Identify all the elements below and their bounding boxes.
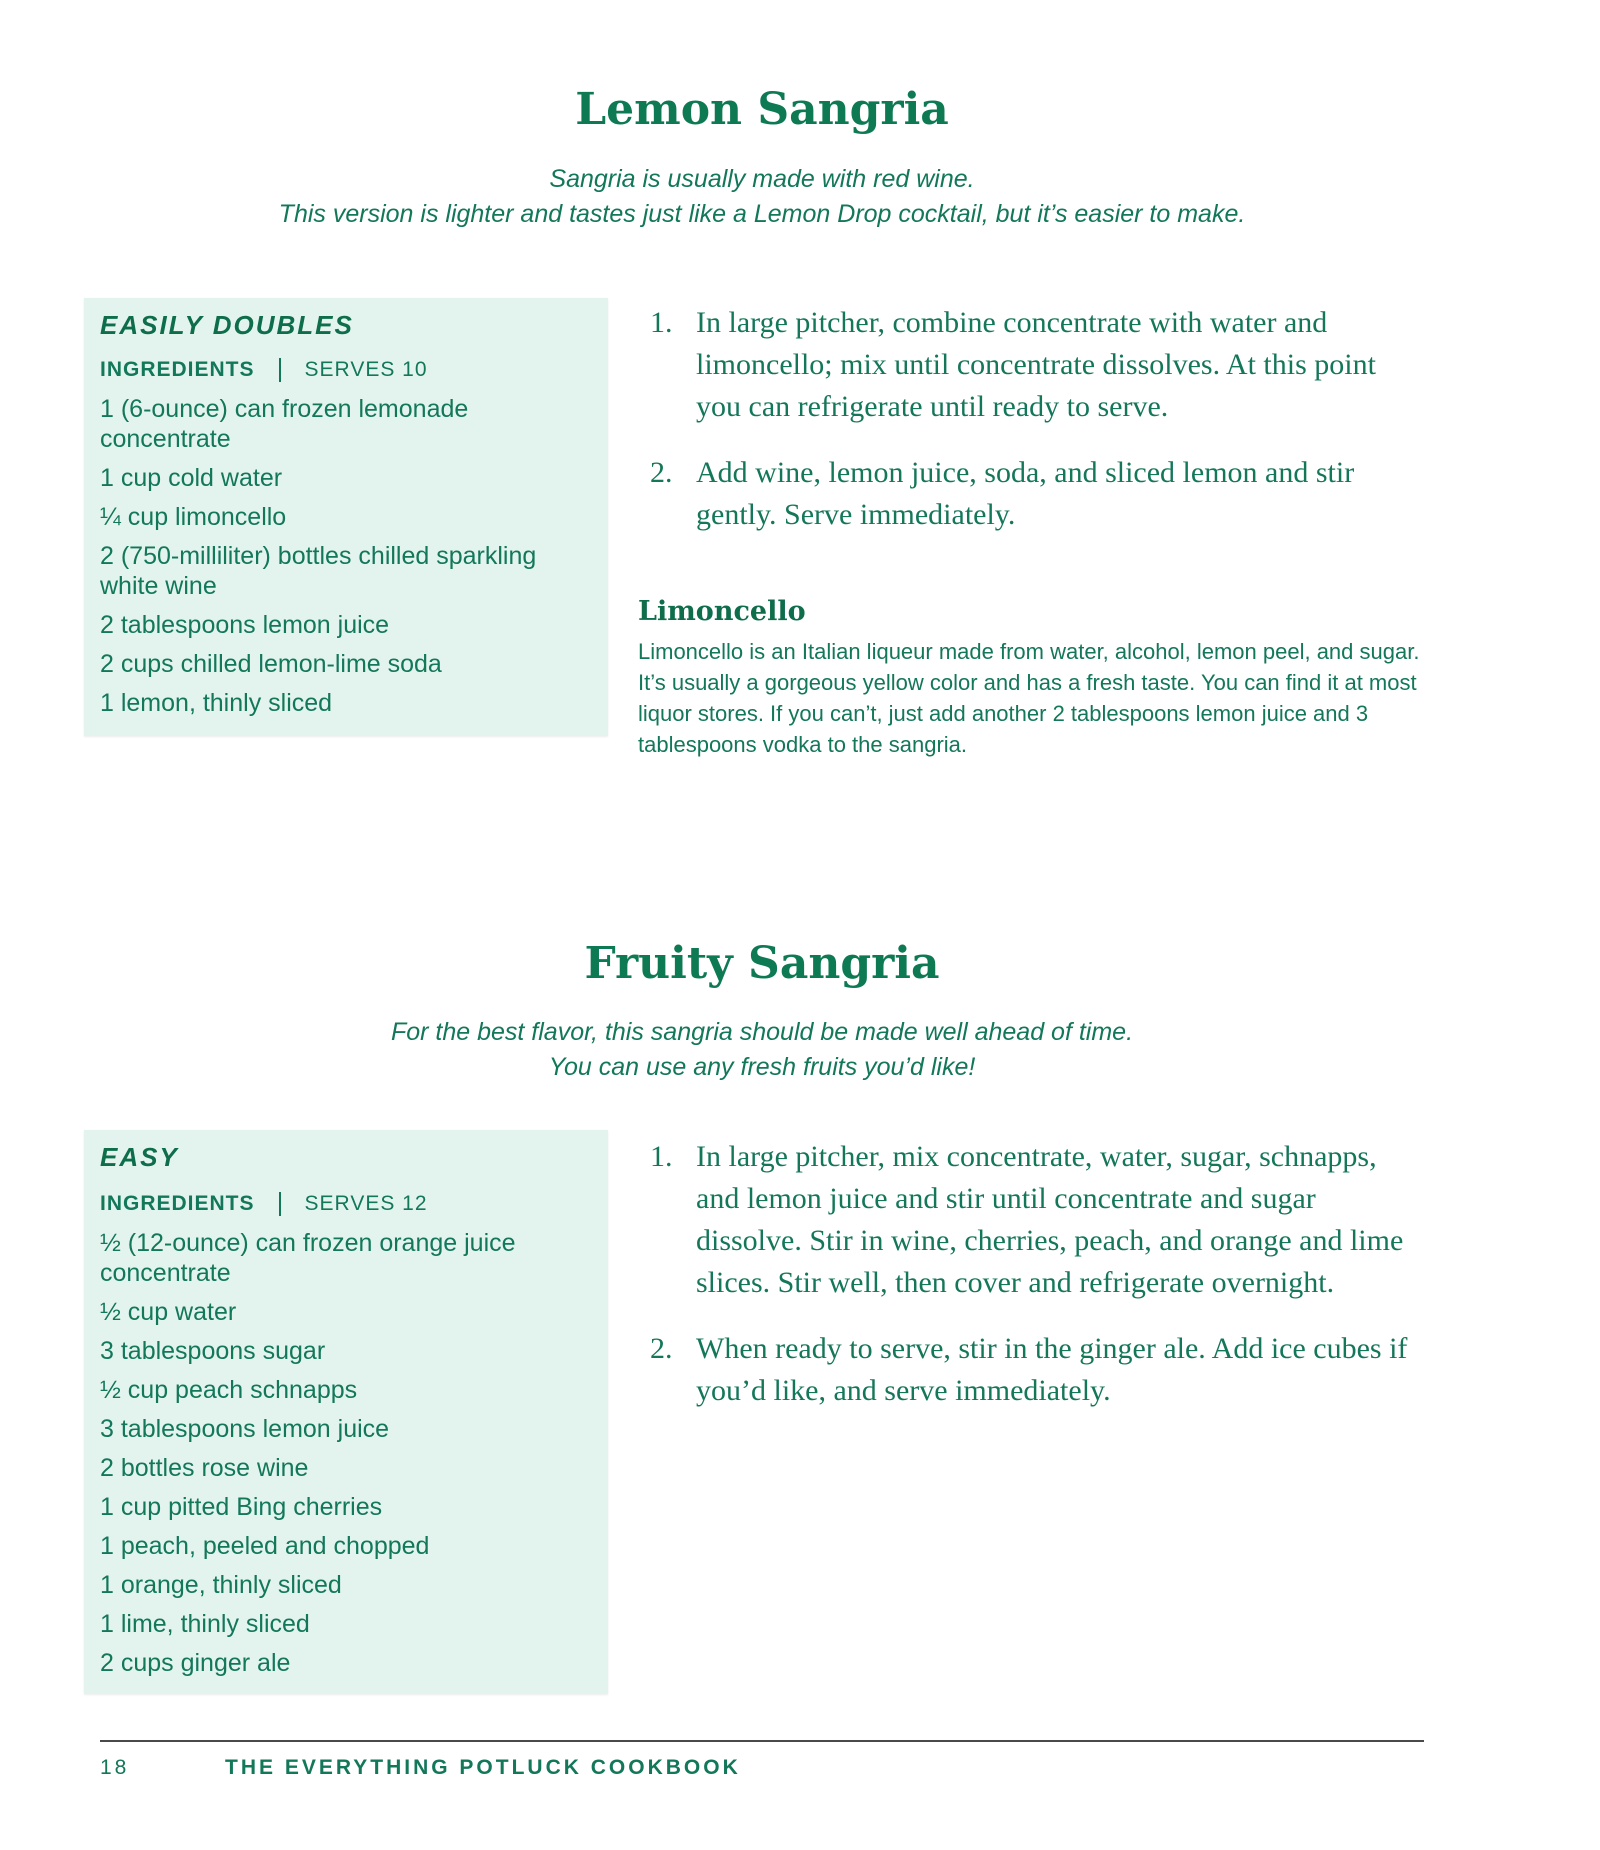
- sidebar-title: Limoncello: [638, 596, 806, 627]
- ingredient-item: ½ (12-ounce) can frozen orange juice concentrate: [100, 1229, 516, 1287]
- ingredients-box: [84, 1130, 608, 1694]
- ingredient-item: 1 peach, peeled and chopped: [100, 1532, 430, 1560]
- recipe-intro: [0, 162, 1524, 232]
- ingredient-item: 2 tablespoons lemon juice: [100, 611, 390, 639]
- direction-step: [650, 1136, 1420, 1304]
- divider: [279, 358, 281, 382]
- ingredient-item: 1 orange, thinly sliced: [100, 1571, 342, 1599]
- ingredients-header: [100, 1192, 428, 1216]
- serves-label: SERVES 10: [304, 358, 428, 381]
- step-text: In large pitcher, combine concentrate with water and limoncello; mix until concentrate dissolves. At this point you can refrigerate until ready to serve.: [696, 306, 1376, 423]
- page-number: 18: [100, 1756, 130, 1779]
- intro-line: You can use any fresh fruits you’d like!: [548, 1053, 976, 1081]
- serves-label: SERVES 12: [304, 1192, 428, 1215]
- ingredient-item: 2 bottles rose wine: [100, 1454, 309, 1482]
- step-text: When ready to serve, stir in the ginger ale. Add ice cubes if you’d like, and serve immediately.: [696, 1332, 1408, 1407]
- direction-step: [650, 452, 1420, 536]
- divider: [279, 1192, 281, 1216]
- direction-step: [650, 302, 1420, 428]
- intro-line: For the best flavor, this sangria should be made well ahead of time.: [390, 1018, 1134, 1046]
- direction-step: [650, 1328, 1420, 1412]
- ingredient-item: ¼ cup limoncello: [100, 503, 287, 531]
- ingredient-item: 2 cups chilled lemon-lime soda: [100, 650, 442, 678]
- difficulty-badge: EASY: [100, 1142, 179, 1172]
- footer-rule: [100, 1740, 1424, 1742]
- ingredients-label: INGREDIENTS: [100, 358, 255, 381]
- recipe-intro: [0, 1015, 1524, 1085]
- ingredient-list: [100, 394, 600, 727]
- ingredients-label: INGREDIENTS: [100, 1192, 255, 1215]
- ingredient-item: 1 cup cold water: [100, 464, 283, 492]
- step-text: In large pitcher, mix concentrate, water, sugar, schnapps, and lemon juice and stir until concentrate and sugar dissolve. Stir in wine, cherries, peach, and orange and lime slices. Stir well, then cover and refrigerate overnight.: [696, 1140, 1404, 1299]
- ingredients-box: [84, 298, 608, 736]
- ingredient-list: [100, 1228, 600, 1687]
- intro-line: This version is lighter and tastes just like a Lemon Drop cocktail, but it’s easier to make.: [278, 200, 1246, 228]
- step-number: 2.: [650, 456, 673, 489]
- recipe-title: Lemon Sangria: [575, 84, 949, 135]
- book-title: THE EVERYTHING POTLUCK COOKBOOK: [225, 1756, 741, 1779]
- step-number: 1.: [650, 1140, 673, 1173]
- intro-line: Sangria is usually made with red wine.: [549, 165, 975, 193]
- ingredient-item: ½ cup water: [100, 1298, 237, 1326]
- ingredient-item: 1 (6-ounce) can frozen lemonade concentrate: [100, 395, 469, 453]
- sidebar-text: Limoncello is an Italian liqueur made from water, alcohol, lemon peel, and sugar. It’s usually a gorgeous yellow color and has a fresh taste. You can find it at most liquor stores. If you can’t, just add another 2 tablespoons lemon juice and 3 tablespoons vodka to the sangria.: [638, 639, 1420, 757]
- difficulty-badge: EASILY DOUBLES: [100, 310, 354, 340]
- step-number: 1.: [650, 306, 673, 339]
- ingredient-item: 1 lemon, thinly sliced: [100, 689, 333, 717]
- ingredient-item: 1 lime, thinly sliced: [100, 1610, 310, 1638]
- ingredients-header: [100, 358, 428, 382]
- ingredient-item: ½ cup peach schnapps: [100, 1376, 358, 1404]
- step-text: Add wine, lemon juice, soda, and sliced lemon and stir gently. Serve immediately.: [696, 456, 1355, 531]
- recipe-title: Fruity Sangria: [584, 938, 940, 989]
- ingredient-item: 3 tablespoons sugar: [100, 1337, 326, 1365]
- directions-list: [650, 302, 1420, 560]
- ingredient-item: 2 (750-milliliter) bottles chilled sparkling white wine: [100, 542, 537, 600]
- ingredient-item: 2 cups ginger ale: [100, 1649, 291, 1677]
- step-number: 2.: [650, 1332, 673, 1365]
- ingredient-item: 1 cup pitted Bing cherries: [100, 1493, 383, 1521]
- ingredient-item: 3 tablespoons lemon juice: [100, 1415, 390, 1443]
- directions-list: [650, 1136, 1420, 1436]
